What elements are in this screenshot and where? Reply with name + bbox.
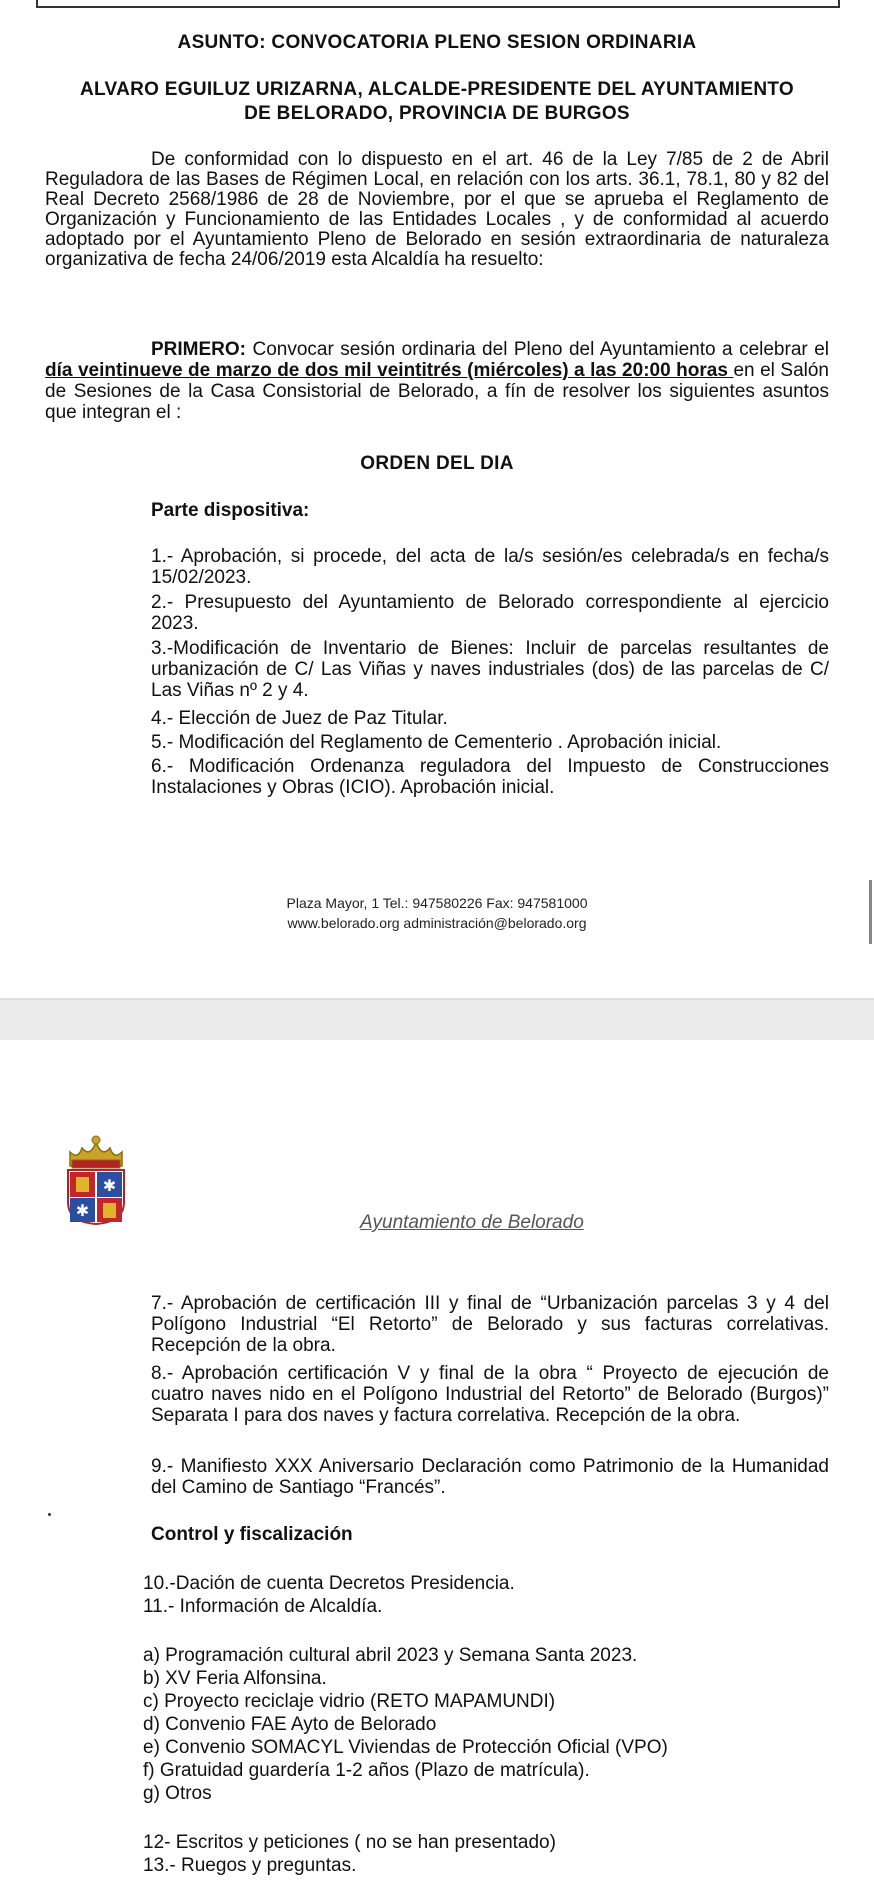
agenda-item: 7.- Aprobación de certificación III y final de “Urbanización parcelas 3 y 4 del Polígono Industrial “El Retorto” de Belorado y sus facturas correlativas. Recepción de la obra. (151, 1293, 829, 1356)
sub-item: g) Otros (143, 1783, 212, 1804)
agenda-item: 5.- Modificación del Reglamento de Cementerio . Aprobación inicial. (151, 732, 722, 753)
coat-of-arms-icon (64, 1130, 128, 1226)
agenda-item: 4.- Elección de Juez de Paz Titular. (151, 708, 448, 729)
agenda-item: 9.- Manifiesto XXX Aniversario Declaración como Patrimonio de la Humanidad del Camino de Santiago “Francés”. (151, 1456, 829, 1498)
agenda-item: 11.- Información de Alcaldía. (143, 1596, 383, 1617)
sub-item: b) XV Feria Alfonsina. (143, 1668, 327, 1689)
header-frame (36, 0, 840, 8)
parte-dispositiva-heading: Parte dispositiva: (151, 500, 310, 521)
agenda-item: 13.- Ruegos y preguntas. (143, 1855, 357, 1876)
primero-text1: Convocar sesión ordinaria del Pleno del Ayuntamiento a celebrar el (246, 339, 829, 360)
sub-item: d) Convenio FAE Ayto de Belorado (143, 1714, 437, 1735)
footer-contact: www.belorado.org administración@belorado.org (287, 915, 587, 931)
sub-item: f) Gratuidad guardería 1-2 años (Plazo de matrícula). (143, 1760, 590, 1781)
intro-paragraph: De conformidad con lo dispuesto en el art. 46 de la Ley 7/85 de 2 de Abril Reguladora de las Bases de Régimen Local, en relación con los arts. 36.1, 78.1, 80 y 82 del Real Decreto 2568/1986 de 28 de Noviembre, por el que se aprueba el Reglamento de Organización y Funcionamiento de las Entidades Locales , y de conformidad al acuerdo adoptado por el Ayuntamiento Pleno de Belorado en sesión extraordinaria de naturaleza organizativa de fecha 24/06/2019 esta Alcaldía ha resuelto: (45, 149, 829, 270)
primero-paragraph (45, 339, 829, 423)
sub-item: c) Proyecto reciclaje vidrio (RETO MAPAMUNDI) (143, 1691, 556, 1712)
agenda-item: 8.- Aprobación certificación V y final de la obra “ Proyecto de ejecución de cuatro naves nido en el Polígono Industrial del Retorto” de Belorado (Burgos)” Separata I para dos naves y factura correlativa. Recepción de la obra. (151, 1363, 829, 1426)
agenda-item: 2.- Presupuesto del Ayuntamiento de Belorado correspondiente al ejercicio 2023. (151, 592, 829, 634)
agenda-item: 12- Escritos y peticiones ( no se han presentado) (143, 1832, 556, 1853)
subject-heading: ASUNTO: CONVOCATORIA PLENO SESION ORDINARIA (177, 32, 697, 53)
agenda-item: 1.- Aprobación, si procede, del acta de la/s sesión/es celebrada/s en fecha/s 15/02/2023. (151, 546, 829, 588)
orden-del-dia-heading: ORDEN DEL DIA (360, 453, 514, 474)
mayor-heading-line2: DE BELORADO, PROVINCIA DE BURGOS (244, 103, 630, 124)
primero-text2: en el Salón de Sesiones de la Casa Consistorial de Belorado, a fín de resolver los siguientes asuntos que integran el : (45, 360, 829, 423)
page-separator (0, 998, 874, 1042)
svg-text:✱: ✱ (75, 1201, 90, 1220)
agenda-item: 6.- Modificación Ordenanza reguladora del Impuesto de Construcciones Instalaciones y Obras (ICIO). Aprobación inicial. (151, 756, 829, 798)
agenda-item: 10.-Dación de cuenta Decretos Presidencia. (143, 1573, 515, 1594)
svg-text:✱: ✱ (102, 1176, 117, 1195)
document-page-2 (0, 1040, 874, 1895)
sub-item: e) Convenio SOMACYL Viviendas de Protección Oficial (VPO) (143, 1737, 668, 1758)
primero-label: PRIMERO: (151, 339, 246, 360)
stray-mark (48, 1513, 51, 1516)
page-edge-mark (869, 880, 872, 944)
council-name: Ayuntamiento de Belorado (360, 1212, 584, 1233)
sub-item: a) Programación cultural abril 2023 y Semana Santa 2023. (143, 1645, 638, 1666)
session-date: día veintinueve de marzo de dos mil veintitrés (miércoles) a las 20:00 horas (45, 360, 734, 381)
agenda-item: 3.-Modificación de Inventario de Bienes: Incluir de parcelas resultantes de urbanización de C/ Las Viñas y naves industriales (dos) de las parcelas de C/ Las Viñas nº 2 y 4. (151, 638, 829, 701)
mayor-heading-line1: ALVARO EGUILUZ URIZARNA, ALCALDE-PRESIDENTE DEL AYUNTAMIENTO (80, 79, 794, 100)
control-heading: Control y fiscalización (151, 1524, 353, 1545)
footer-address: Plaza Mayor, 1 Tel.: 947580226 Fax: 947581000 (286, 895, 588, 911)
